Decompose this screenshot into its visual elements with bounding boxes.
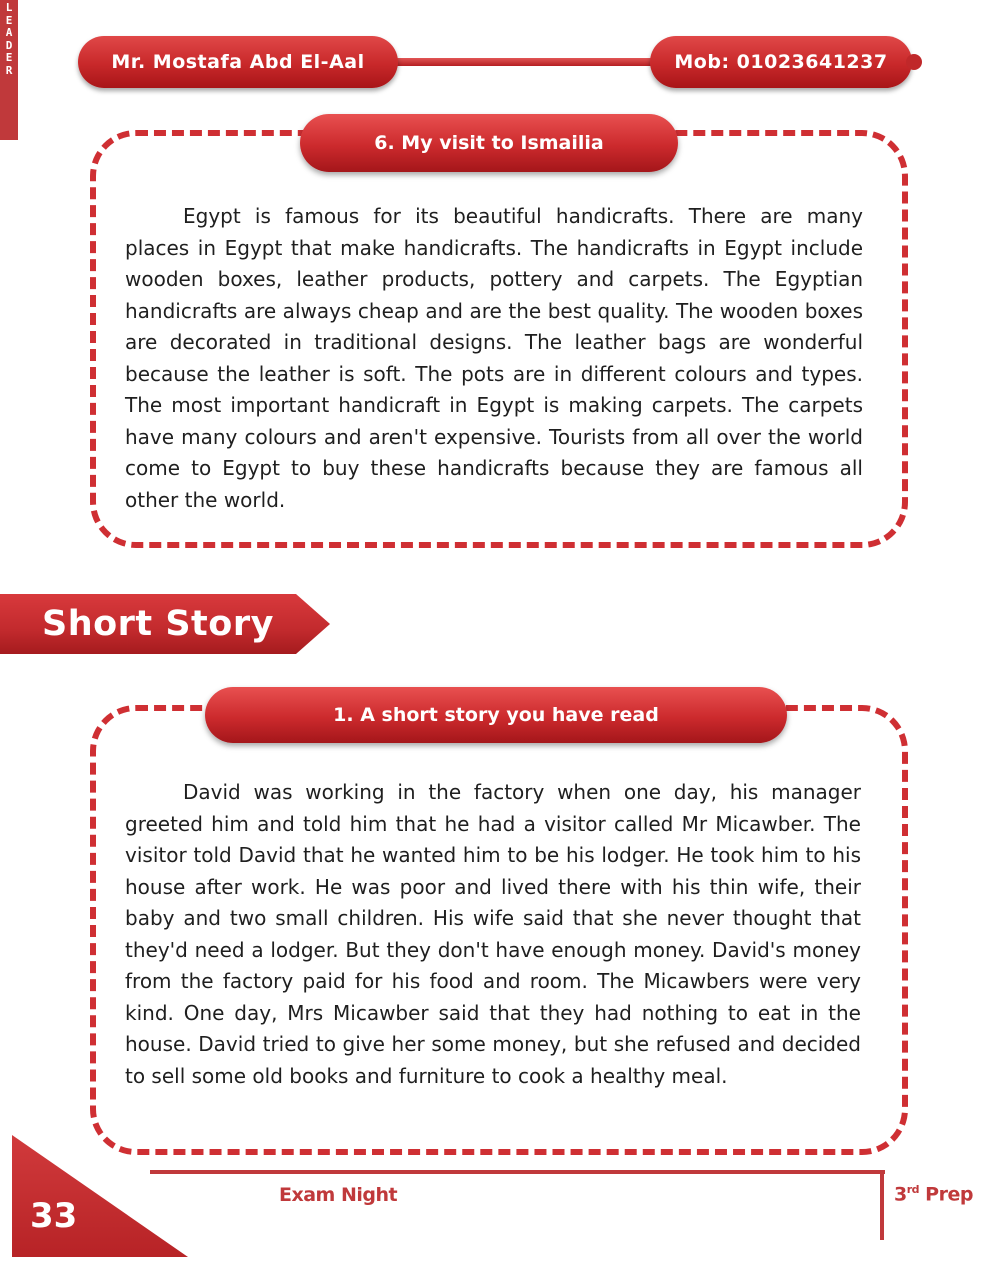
brand-letter: A	[5, 26, 13, 39]
topic-title-ismailia: 6. My visit to Ismailia	[300, 114, 678, 172]
topic-paragraph-short-story: David was working in the factory when one day, his manager greeted him and told him that he had a visitor called Mr Micawber. The visitor told David that he wanted him to be his lodger. He took him to his house after work. He was poor and lived there with his thin wife, their baby and two small children. His wife said that she never thought that they'd need a lodger. But they don't have enough money. David's money from the factory paid for his food and room. The Micawbers were very kind. One day, Mrs Micawber said that they had nothing to eat in the house. David tried to give her some money, but she refused and decided to sell some old books and furniture to cook a healthy meal.	[125, 780, 861, 1088]
brand-letter: R	[5, 63, 13, 77]
mobile-number-badge: Mob: 01023641237	[650, 36, 912, 88]
brand-letter: E	[5, 51, 13, 64]
page-number: 33	[30, 1196, 78, 1236]
teacher-name-badge: Mr. Mostafa Abd El-Aal	[78, 36, 398, 88]
grade-label	[894, 1183, 973, 1205]
grade-suffix: rd	[906, 1183, 920, 1196]
brand-letter: D	[5, 38, 13, 52]
brand-letter: E	[5, 13, 13, 27]
topic-paragraph-ismailia: Egypt is famous for its beautiful handicrafts. There are many places in Egypt that make handicrafts. The handicrafts in Egypt include wooden boxes, leather products, pottery and carpets. The Egyptian handicrafts are always cheap and are the best quality. The wooden boxes are decorated in traditional designs. The leather bags are wonderful because the leather is soft. The pots are in different colours and types. The most important handicraft in Egypt is making carpets. The carpets have many colours and aren't expensive. Tourists from all over the world come to Egypt to buy these handicrafts because they are famous all other the world.	[125, 204, 863, 512]
grade-number: 3	[894, 1183, 907, 1206]
section-title: Short Story	[42, 604, 274, 644]
topic-title-short-story: 1. A short story you have read	[205, 687, 787, 743]
footer-divider-end	[880, 1170, 884, 1240]
footer-divider	[150, 1170, 885, 1174]
brand-letter: L	[5, 1, 13, 14]
grade-text: Prep	[925, 1183, 973, 1206]
book-name: Exam Night	[279, 1184, 398, 1206]
side-brand-strip	[0, 0, 18, 140]
header-end-dot	[906, 54, 922, 70]
